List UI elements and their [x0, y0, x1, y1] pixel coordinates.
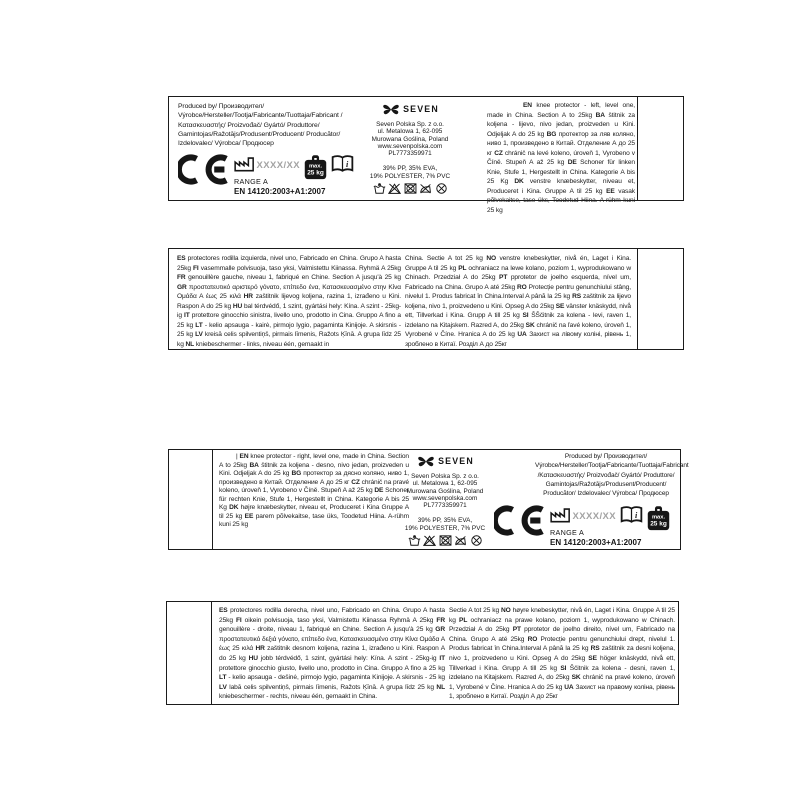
max-weight-icon [304, 154, 327, 180]
batch-code: XXXX/XX [256, 160, 300, 171]
label-right-knee-front [212, 449, 689, 550]
range-label: RANGE A [550, 528, 585, 537]
batch-code: XXXX/XX [572, 511, 616, 522]
brand-block [397, 452, 493, 547]
languages-text: | EN knee protector - right, level one, made in China. Section A to 25kg BA štitnik za koljena - desno, nivo jedan, proizveden u Kini. Odjeljak A do 25 kg BG протектор за дясно коляно, ниво 1, произведено в Китай. Отделение А до 25 кг CZ chránič na pravé koleno, úroveň 1, Vyrobeno v Číně. Stupeň A až 25 kg DE Schoner für rechten Knie, Stufe 1, Hergestellt in China. Kategorie A bis 25 Kg DK højre knæbeskytter, niveau et, Produceret i Kina Gruppe A til 25 kg EE parem põlvekaitse, tase üks, Toodetud Hiina. A-rühm kuni 25 kg [219, 453, 410, 528]
range-label: RANGE A [234, 177, 269, 186]
producer-text: Produced by/ Производител/ Výrobce/Hersteller/Tootja/Fabricante/Tuottaja/Fabricant /Κατασκευαστής/ Proizvođač/ Gyártó/ Produttore/ Gamintojas/Ražotājs/Produsent/Producent/ Producător/ Izdelovalec/ Výrobca/ Продюсер [535, 453, 689, 498]
languages-column [219, 453, 409, 530]
address-line: Murowana Goślina, Poland [406, 487, 484, 495]
languages-column [487, 101, 635, 216]
ce-mark-icon [178, 154, 230, 185]
address-line: ul. Metalowa 1, 62-095 [377, 128, 443, 136]
composition-line: 19% POLYESTER, 7% PVC [369, 172, 451, 180]
material-composition [362, 165, 458, 180]
do-not-dry-clean-icon [435, 182, 448, 195]
producer-block [178, 102, 376, 148]
brand-block [362, 100, 458, 195]
brand-logo [362, 100, 458, 118]
svg-text:25 kg: 25 kg [307, 169, 324, 177]
languages-column-left [177, 254, 401, 349]
composition-line: 39% PP, 35% EVA, [417, 517, 473, 525]
languages-text: China. Sectie A tot 25 kg NO venstre knebeskytter, nivå én, Laget i Kina. Gruppe A til 25 kg PL ochraniacz na lewe kolano, poziom 1, wyprodukowano w Chinach. Przedział A do 25kg PT pprotetor de joelho esquerda, nível um, Fabricado na China. Grupo A até 25kg RO Protecție pentru genunchiului stâng, nivelul 1. Produs fabricat în China.Interval A până la 25 kg RS zaštitnik za lijevo koljena, nivo 1, proizvedeno u Kini. Opseg A do 25kg SE vänster knäskydd, nivå ett, Tillverkad i Kina. Grupp A till 25 kg SI ŠŠčitnik za kolena - levi, raven 1, izdelano na Kitajskem. Razred A, do 25kg SK chránič na ľavé koleno, úroveň 1, Vyrobené v Číne. Hranica A do 25 kg UA Захист на лівому коліні, рівень 1, зроблено в Китаї. Розділ А до 25кг [405, 255, 632, 348]
languages-text: ES protectores rodilla derecha, nivel uno, Fabricado en China. Grupo A hasta 25kg FI oikein polvisuoja, taso yksi, Valmistettu Kiinassa Ryhmä A 25kg FR genouillère - droite, niveau 1, fabriqué en Chine. Section A jusqu'à 25 kg GR προστατευτικό δεξιά γόνατο, επίπεδο ένα, Κατασκευασμένο στην Κίνα Ομάδα Α έως 25 κιλά HR zaštitnik desnom koljena, razina 1, izrađeno u Kini. Raspon A do 25 kg HU jobb térdvédő, 1 szint, gyártási hely: Kína. A szint - 25kg-ig IT protettore ginocchio giusto, livello uno, prodotto in Cina. Gruppo A fino a 25 kg LT - kelio apsauga - dešinė, pirmojo lygio, pagaminta Kinijoje. A skirsnis - 25 kg LV labā celis spilventiņš, pirmais līmenis, Ražots Ķīnā. A grupa līdz 25 kg NL kniebeschermer - rechts, niveau één, gemaakt in China. [219, 607, 446, 701]
label-right-knee-languages [211, 601, 679, 705]
label-right-knee-front-blank-tab [168, 449, 213, 550]
ce-mark-icon [494, 505, 546, 536]
composition-line: 39% PP, 35% EVA, [382, 165, 438, 173]
certification-row [178, 154, 354, 196]
standard-number: EN 14120:2003+A1:2007 [550, 538, 642, 547]
label-left-knee-front-blank-tab [637, 96, 684, 201]
do-not-dry-clean-icon [470, 534, 483, 547]
website: www.sevenpolska.com [377, 142, 443, 150]
instruction-manual-icon [331, 154, 354, 174]
seven-logo-icon [416, 453, 436, 470]
svg-text:max.: max. [308, 163, 323, 170]
do-not-bleach-icon [388, 182, 401, 195]
website: www.sevenpolska.com [412, 494, 478, 502]
label-left-knee-languages [168, 248, 638, 350]
company-address [397, 473, 493, 509]
label-left-knee-front [168, 96, 638, 215]
seven-logo-icon [381, 101, 401, 118]
factory-icon [234, 154, 255, 174]
standard-number: EN 14120:2003+A1:2007 [234, 187, 326, 196]
factory-icon [550, 505, 571, 525]
languages-column-right [449, 606, 675, 702]
address-line: ul. Metalowa 1, 62-095 [412, 480, 478, 488]
vat-number: PL7773359971 [423, 502, 467, 510]
ce-details [550, 505, 642, 547]
brand-name: SEVEN [438, 456, 474, 466]
do-not-tumble-dry-icon [439, 534, 452, 547]
producer-block [535, 452, 689, 498]
svg-text:i: i [634, 510, 638, 520]
address-line: Murowana Goślina, Poland [371, 135, 449, 143]
address-line: Seven Polska Sp. z o.o. [411, 473, 479, 480]
material-composition [397, 517, 493, 532]
languages-text: EN knee protector - left, level one, made in China. Section A to 25kg BA štitnik za koljena - lijevo, nivo jedan, proizveden u Kini. Odjeljak A do 25 kg BG протектор за ляв коляно, ниво 1, произведено в Китай. Отделение А до 25 кг CZ chránič na levé koleno, úroveň 1, Vyrobeno v Číně. Stupeň A až 25 kg DE Schoner für linken Knie, Stufe 1, Hergestellt in China. Kategorie A bis 25 Kg DK venstre knæbeskytter, niveau et, Produceret i Kina. Gruppe A til 25 kg EE vasak põlvekaitse, tase üks, Toodetud Hiina. A-rühm kuni 25 kg [487, 102, 635, 215]
instruction-manual-icon [620, 505, 643, 525]
handwash-icon [373, 182, 386, 195]
svg-text:25 kg: 25 kg [650, 520, 667, 528]
address-line: Seven Polska Sp. z o.o. [376, 121, 444, 128]
certification-row [494, 505, 670, 547]
care-symbols [397, 534, 493, 547]
care-symbols [362, 182, 458, 195]
svg-text:max.: max. [651, 514, 666, 521]
company-address [362, 121, 458, 157]
label-left-knee-languages-blank-tab [637, 248, 684, 350]
languages-text: ES protectores rodilla izquierda, nivel uno, Fabricado en China. Grupo A hasta 25kg FI vasemmalle polvisuoja, taso yksi, Valmistettu Kiinassa. Ryhmä A 25kg FR genouillère gauche, niveau 1, fabriqué en Chine. Section A jusqu'à 25 kg GR προστατευτικό αριστερό γόνατο, επίπεδο ένα, Κατασκευασμένο στην Κίνα Ομάδα Α έως 25 κιλά HR zaštitnik lijevog koljena, razina 1, izrađeno u Kini. Raspon A do 25 kg HU bal térdvédő, 1 szint, gyártási hely: Kína. A szint - 25kg-ig IT protettore ginocchio sinistra, livello uno, prodotto in Cina. Gruppo A fino a 25 kg LT - kelio apsauga - kairė, pirmojo lygio, pagaminta Kinijoje. A skirsnis - 25 kg LV kreisā celis spilventiņš, pirmais līmenis, Ražots Ķīnā. A grupa līdz 25 kg NL kniebeschermer - links, niveau één, gemaakt in [177, 255, 401, 348]
languages-column-left [219, 606, 445, 702]
brand-name: SEVEN [403, 104, 439, 114]
label-right-knee-languages-blank-tab [166, 601, 212, 705]
max-weight-icon [647, 505, 670, 531]
brand-logo [397, 452, 493, 470]
vat-number: PL7773359971 [388, 150, 432, 158]
do-not-iron-icon [454, 534, 467, 547]
handwash-icon [408, 534, 421, 547]
languages-text: Sectie A tot 25 kg NO høyre knebeskytter, nivå én, Laget i Kina. Gruppe A til 25 kg PL ochraniacz na prawe kolano, poziom 1, wyprodukowano w Chinach. Przedział A do 25kg PT pprotetor de joelho direito, nível um, Fabricado na China. Grupo A até 25kg RO Protecție pentru genunchiului drept, nivelul 1. Produs fabricat în China.Interval A până la 25 kg RS zaštitnik za desni koljena, nivo 1, proizvedeno u Kini. Opseg A do 25kg SE höger knäskydd, nivå ett, Tillverkad i Kina. Grupp A till 25 kg SI Ščitnik za kolena - desni, raven 1, izdelano na Kitajskem. Razred A, do 25kg SK chránič na pravé koleno, úroveň 1, Vyrobené v Číne. Hranica A do 25 kg UA Захист на правому коліна, рівень 1, зроблено в Китаї. Розділ А до 25кг [449, 607, 676, 701]
producer-text: Produced by/ Производител/ Výrobce/Hersteller/Tootja/Fabricante/Tuottaja/Fabricant /Κατασκευαστής/ Proizvođač/ Gyártó/ Produttore/ Gamintojas/Ražotājs/Produsent/Producent/ Producător/ Izdelovalec/ Výrobca/ Продюсер [178, 103, 343, 148]
do-not-bleach-icon [423, 534, 436, 547]
languages-column-right [405, 254, 631, 349]
do-not-tumble-dry-icon [404, 182, 417, 195]
do-not-iron-icon [419, 182, 432, 195]
composition-line: 19% POLYESTER, 7% PVC [404, 524, 486, 532]
svg-text:i: i [345, 159, 349, 169]
